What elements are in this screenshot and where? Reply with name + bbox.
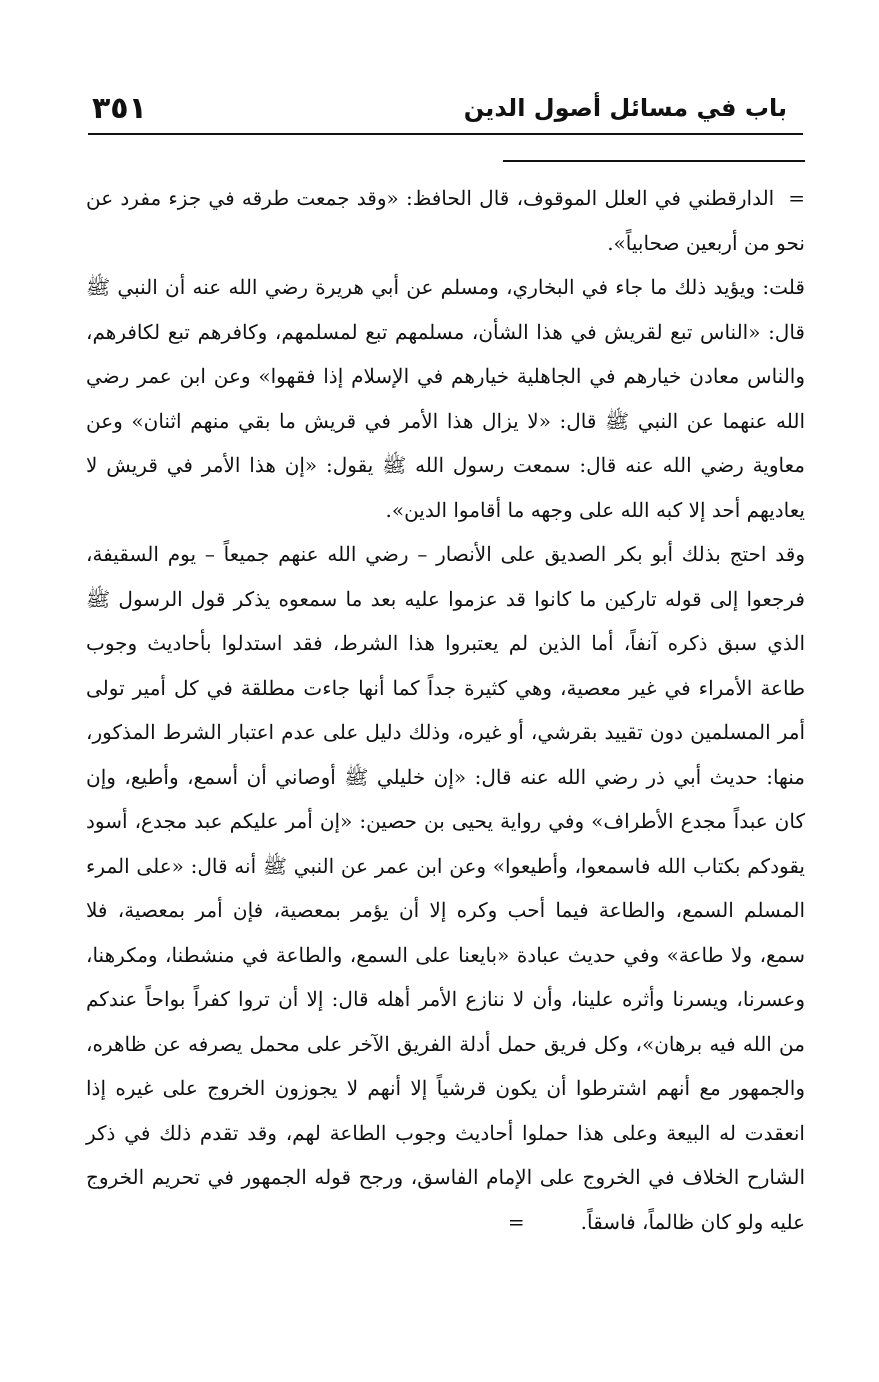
footnote-text-block xyxy=(86,176,805,1244)
footnote-paragraph-2: قلت: ويؤيد ذلك ما جاء في البخاري، ومسلم عن أبي هريرة رضي الله عنه أن النبي ﷺ قال: «الناس تبع لقريش في هذا الشأن، مسلمهم تبع لمسلمهم، وكافرهم تبع لكافرهم، والناس معادن خيارهم في الجاهلية خيارهم في الإسلام إذا فقهوا» وعن ابن عمر رضي الله عنهما عن النبي ﷺ قال: «لا يزال هذا الأمر في قريش ما بقي منهم اثنان» وعن معاوية رضي الله عنه قال: سمعت رسول الله ﷺ يقول: «إن هذا الأمر في قريش لا يعاديهم أحد إلا كبه الله على وجهه ما أقاموا الدين». xyxy=(86,275,805,522)
chapter-title: باب في مسائل أصول الدين xyxy=(463,94,787,122)
page-number: ٣٥١ xyxy=(92,90,147,126)
footnote-paragraph-1 xyxy=(86,176,805,265)
running-head xyxy=(92,88,787,128)
footnote-separator-rule xyxy=(503,160,805,162)
end-continuation-mark: = xyxy=(507,1209,525,1234)
paragraph-1-text: الدارقطني في العلل الموقوف، قال الحافظ: «وقد جمعت طرقه في جزء مفرد عن نحو من أربعين صحابياً». xyxy=(86,186,805,255)
footnote-paragraph-3 xyxy=(86,532,805,1244)
header-rule xyxy=(88,133,803,135)
continuation-mark: = xyxy=(788,186,805,210)
paragraph-3-text: وقد احتج بذلك أبو بكر الصديق على الأنصار – رضي الله عنهم جميعاً – يوم السقيفة، فرجعوا إلى قوله تاركين ما كانوا قد عزموا عليه بعد ما سمعوه يذكر قول الرسول ﷺ الذي سبق ذكره آنفاً، أما الذين لم يعتبروا هذا الشرط، فقد استدلوا بأحاديث وجوب طاعة الأمراء في غير معصية، وهي كثيرة جداً كما أنها جاءت مطلقة في كل أمير تولى أمر المسلمين دون تقييد بقرشي، أو غيره، وذلك دليل على عدم اعتبار الشرط المذكور، منها: حديث أبي ذر رضي الله عنه قال: «إن خليلي ﷺ أوصاني أن أسمع، وأطيع، وإن كان عبداً مجدع الأطراف» وفي رواية يحيى بن حصين: «إن أمر عليكم عبد مجدع، أسود يقودكم بكتاب الله فاسمعوا، وأطيعوا» وعن ابن عمر عن النبي ﷺ أنه قال: «على المرء المسلم السمع، والطاعة فيما أحب وكره إلا أن يؤمر بمعصية، فإن أمر بمعصية، فلا سمع، ولا طاعة» وفي حديث عبادة «بايعنا على السمع، والطاعة في منشطنا، ومكرهنا، وعسرنا، ويسرنا وأثره علينا، وأن لا ننازع الأمر أهله قال: إلا أن تروا كفراً بواحاً عندكم من الله فيه برهان»، وكل فريق حمل أدلة الفريق الآخر على محمل يصرفه عن ظاهره، والجمهور مع أنهم اشترطوا أن يكون قرشياً إلا أنهم لا يجوزون الخروج على غيره إذا انعقدت له البيعة وعلى هذا حملوا أحاديث وجوب الطاعة لهم، وقد تقدم ذلك في ذكر الشارح الخلاف في الخروج على الإمام الفاسق، ورجح قوله الجمهور في تحريم الخروج عليه ولو كان ظالماً، فاسقاً. xyxy=(86,542,806,1234)
